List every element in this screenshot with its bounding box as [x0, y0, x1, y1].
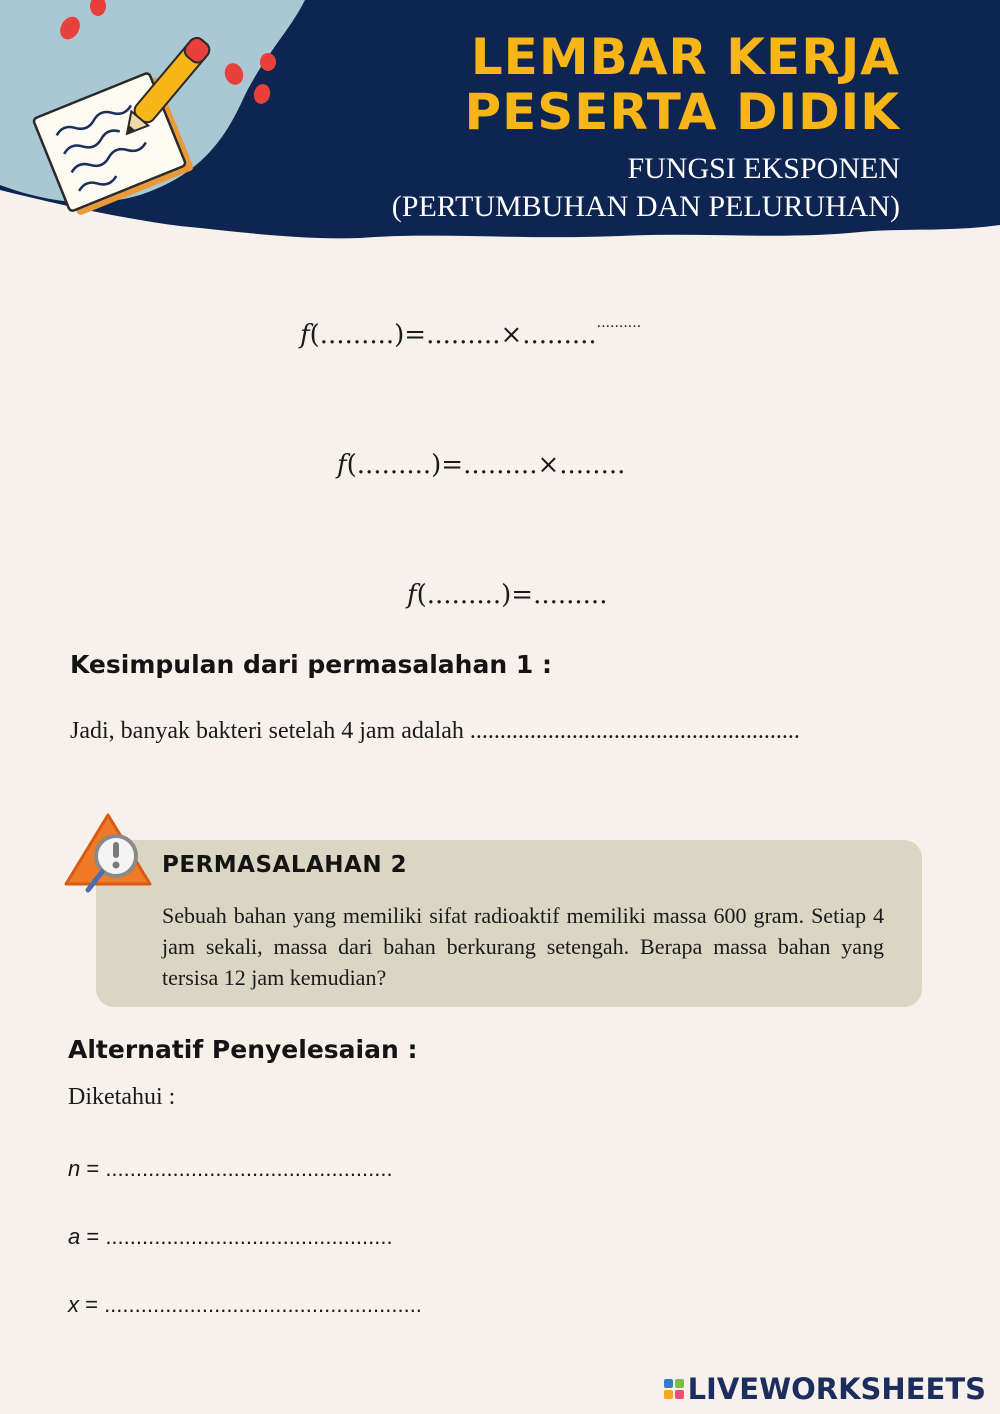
liveworksheets-brand-text: LIVEWORKSHEETS [687, 1372, 986, 1406]
equation-3 [407, 580, 607, 610]
title-line-1: LEMBAR KERJA [470, 28, 900, 86]
notebook-pen-icon [25, 20, 215, 215]
equation-1 [300, 315, 642, 350]
equation-argument[interactable]: (.........) [416, 580, 512, 610]
equation-rhs[interactable]: =......... [511, 580, 608, 610]
conclusion-answer[interactable]: Jadi, banyak bakteri setelah 4 jam adalah ....................................................... [70, 718, 800, 744]
title-line-2: PESERTA DIDIK [464, 83, 900, 141]
worksheet-title [464, 30, 900, 140]
function-symbol: f [337, 450, 347, 480]
warning-icon [64, 812, 156, 894]
variable-n-row [68, 1156, 393, 1182]
subtitle-line-2: (PERTUMBUHAN DAN PELURUHAN) [391, 190, 900, 223]
function-symbol: f [407, 580, 417, 610]
variable-x-answer[interactable]: = .................................................... [79, 1292, 422, 1317]
equation-argument[interactable]: (.........) [309, 320, 405, 350]
variable-a: a [68, 1224, 81, 1249]
conclusion-heading: Kesimpulan dari permasalahan 1 : [70, 650, 552, 679]
equation-2 [337, 450, 625, 480]
equation-argument[interactable]: (.........) [346, 450, 442, 480]
variable-a-answer[interactable]: = ............................................... [80, 1224, 393, 1249]
variable-x-row [68, 1292, 422, 1318]
equation-exponent[interactable]: .......... [596, 315, 642, 332]
problem-2-text: Sebuah bahan yang memiliki sifat radioaktif memiliki massa 600 gram. Setiap 4 jam sekali, massa dari bahan berkurang setengah. Berapa massa bahan yang tersisa 12 jam kemudian? [162, 903, 884, 990]
subtitle-line-1: FUNGSI EKSPONEN [627, 152, 900, 185]
liveworksheets-logo-icon [664, 1379, 684, 1399]
variable-n: n [68, 1156, 81, 1181]
equation-rhs[interactable]: =.........×........ [441, 450, 626, 480]
equation-rhs[interactable]: =.........×......... [404, 320, 597, 350]
problem-2-title: PERMASALAHAN 2 [162, 852, 408, 878]
liveworksheets-logo[interactable] [664, 1372, 986, 1406]
variable-n-answer[interactable]: = ............................................... [80, 1156, 393, 1181]
solution-heading: Alternatif Penyelesaian : [68, 1035, 418, 1064]
worksheet-subtitle [392, 150, 900, 226]
variable-a-row [68, 1224, 393, 1250]
known-label: Diketahui : [68, 1084, 176, 1110]
function-symbol: f [300, 320, 310, 350]
variable-x: x [68, 1292, 79, 1317]
